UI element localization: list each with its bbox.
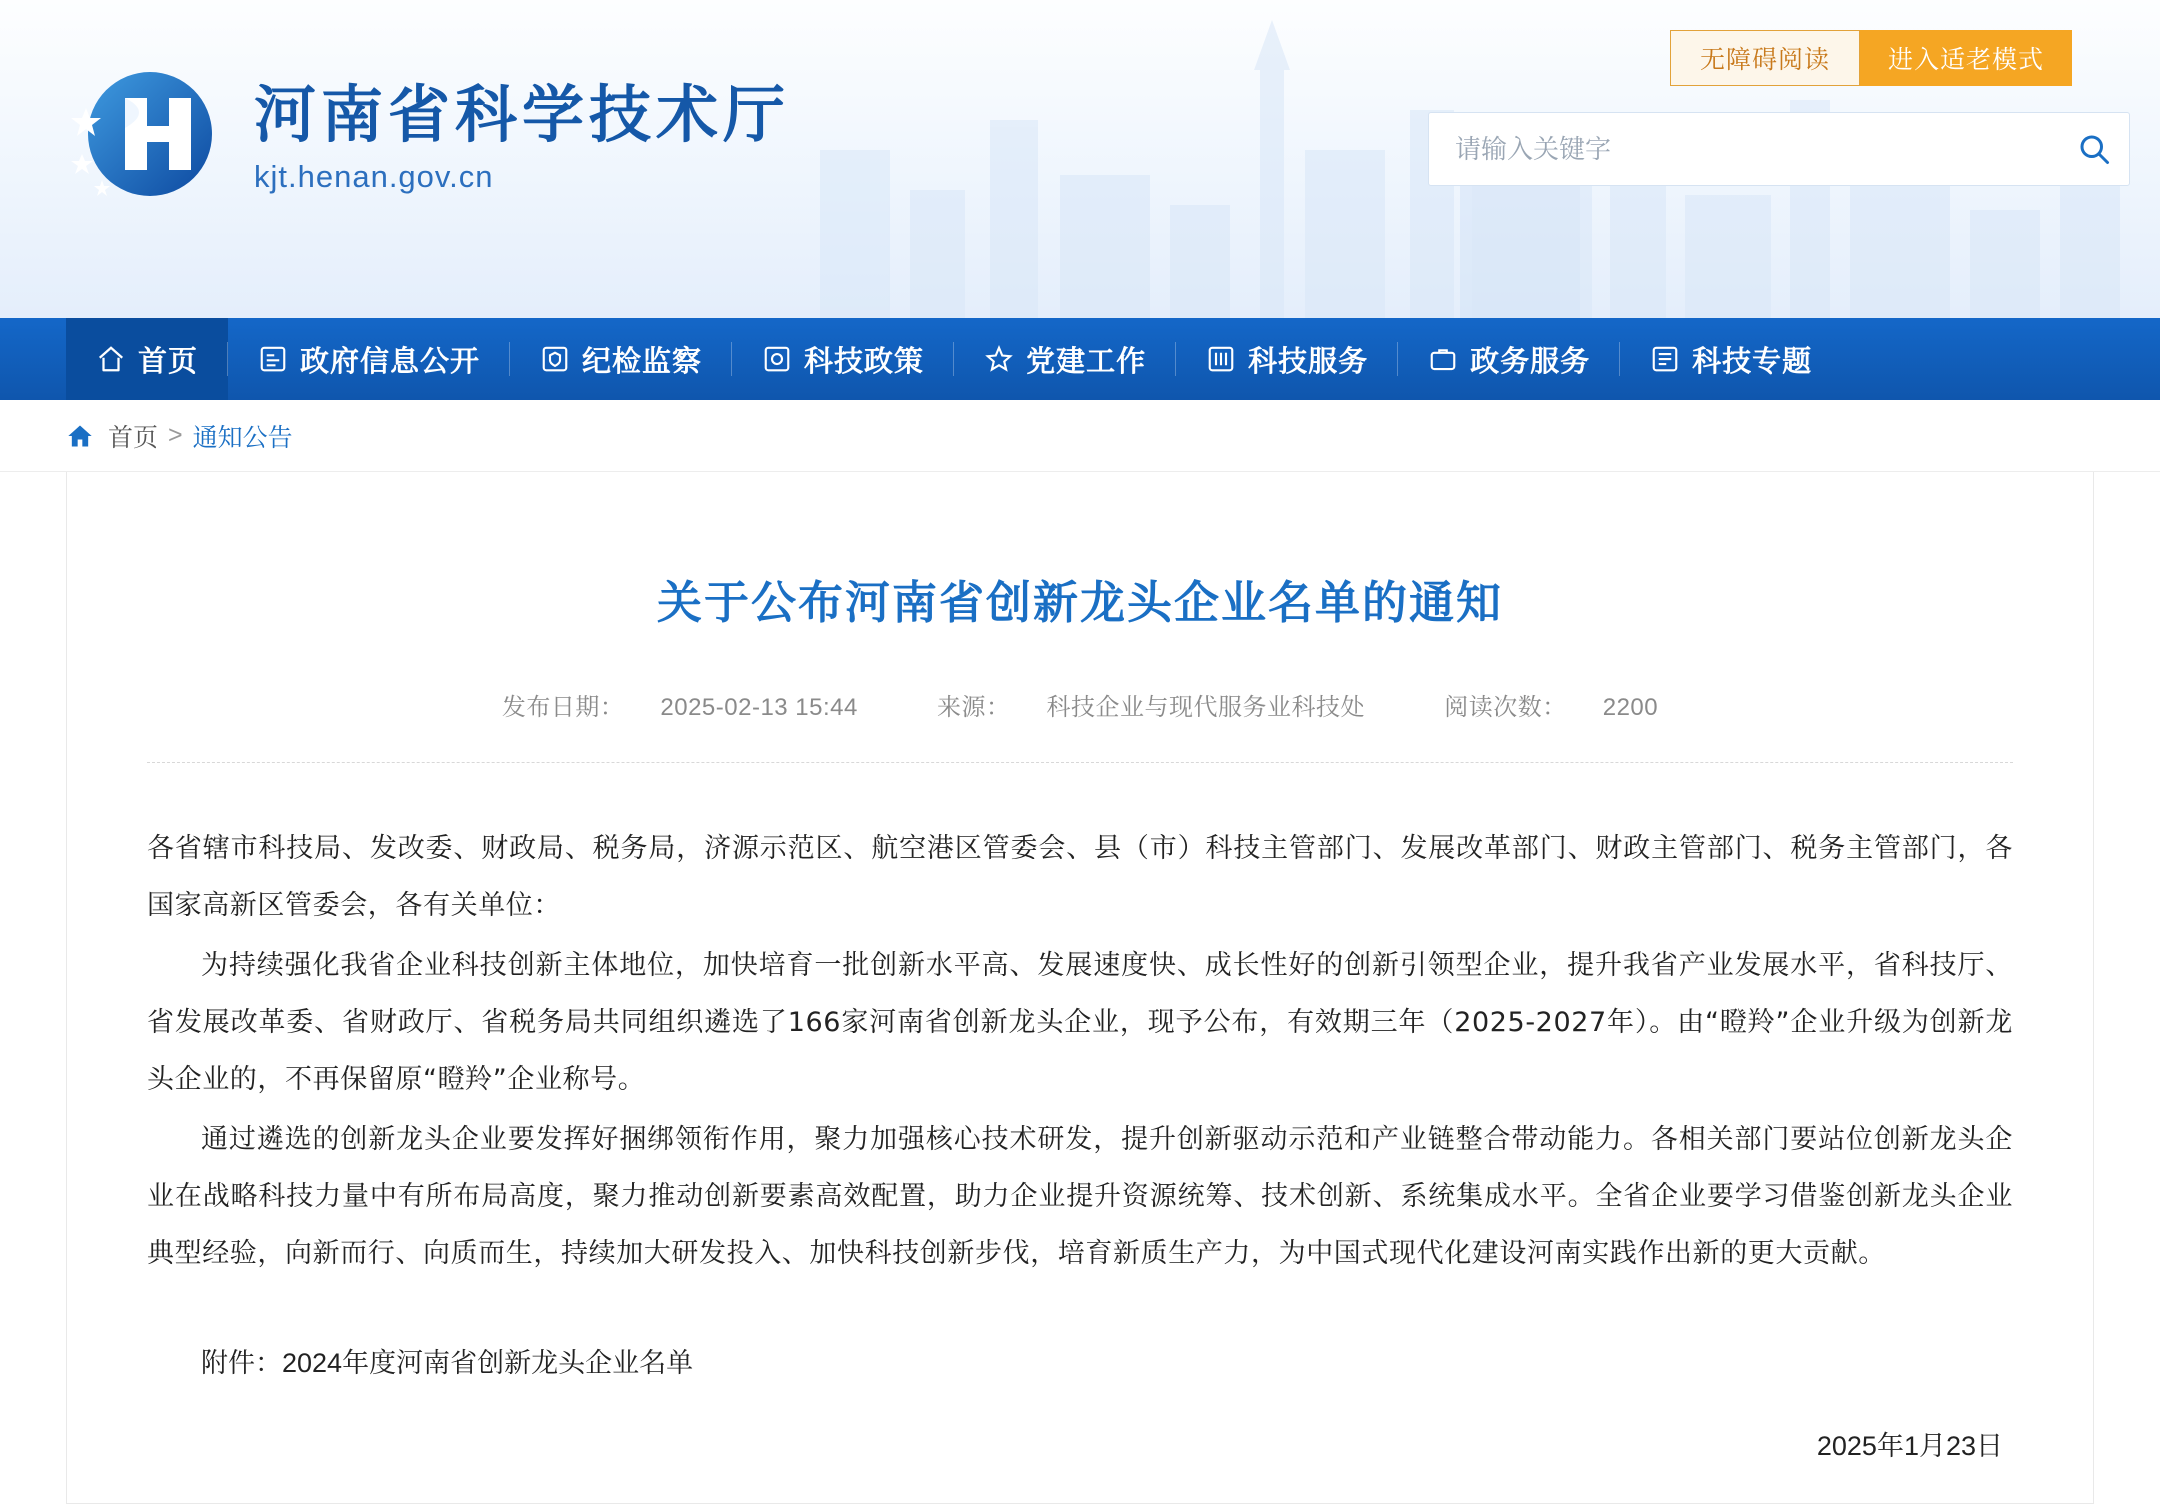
breadcrumb-current: 通知公告 — [192, 423, 293, 452]
nav-label: 首页 — [138, 345, 199, 378]
page-title: 关于公布河南省创新龙头企业名单的通知 — [656, 576, 1503, 629]
home-icon — [96, 344, 126, 374]
article-paragraph: 为持续强化我省企业科技创新主体地位，加快培育一批创新水平高、发展速度快、成长性好的创新引领型企业，提升我省产业发展水平，省科技厅、省发展改革委、省财政厅、省税务局共同组织遴选了166家河南省创新龙头企业，现予公布，有效期三年（2025-2027年）。由“瞪羚”企业升级为创新龙头企业的，不再保留原“瞪羚”企业称号。 — [147, 950, 2013, 1095]
nav-label: 纪检监察 — [582, 345, 703, 378]
nav-item-government-info[interactable] — [228, 318, 510, 400]
main-navigation — [0, 318, 2160, 400]
view-count — [1426, 694, 1676, 721]
source — [919, 694, 1390, 721]
views-value: 2200 — [1602, 694, 1659, 721]
article-meta — [147, 687, 2013, 722]
nav-item-discipline-inspection[interactable] — [510, 318, 732, 400]
signature-date: 2025年1月23日 — [1816, 1430, 2003, 1461]
page-body — [0, 472, 2160, 1504]
nav-item-tech-topics[interactable] — [1620, 318, 1842, 400]
grid-icon — [1206, 344, 1236, 374]
publish-date-value: 2025-02-13 15:44 — [660, 694, 858, 721]
nav-item-tech-policy[interactable] — [732, 318, 954, 400]
elder-mode-button[interactable]: 进入适老模式 — [1860, 30, 2072, 86]
nav-label: 政务服务 — [1470, 345, 1591, 378]
article-paragraph: 通过遴选的创新龙头企业要发挥好捆绑领衔作用，聚力加强核心技术研发，提升创新驱动示范和产业链整合带动能力。各相关部门要站位创新龙头企业在战略科技力量中有所布局高度，聚力推动创新要素高效配置，助力企业提升资源统筹、技术创新、系统集成水平。全省企业要学习借鉴创新龙头企业典型经验，向新而行、向质而生，持续加大研发投入、加快科技创新步伐，培育新质生产力，为中国式现代化建设河南实践作出新的更大贡献。 — [147, 1124, 2013, 1269]
nav-label: 科技政策 — [804, 345, 925, 378]
breadcrumb — [0, 400, 2160, 472]
meta-divider — [147, 762, 2013, 763]
star-icon — [984, 344, 1014, 374]
breadcrumb-separator: > — [168, 421, 183, 449]
nav-item-tech-service[interactable] — [1176, 318, 1398, 400]
document-icon — [258, 344, 288, 374]
publish-date — [484, 694, 883, 721]
breadcrumb-home[interactable]: 首页 — [108, 423, 159, 452]
nav-item-party-building[interactable] — [954, 318, 1176, 400]
attachment-line[interactable]: 附件：2024年度河南省创新龙头企业名单 — [201, 1347, 694, 1378]
article-container — [66, 472, 2094, 1504]
search-box[interactable] — [1428, 112, 2130, 186]
home-icon — [66, 422, 94, 450]
nav-item-home[interactable] — [66, 318, 228, 400]
policy-icon — [762, 344, 792, 374]
nav-label: 科技专题 — [1692, 345, 1813, 378]
search-icon[interactable] — [2059, 131, 2129, 167]
site-logo[interactable] — [62, 62, 790, 212]
site-url: kjt.henan.gov.cn — [254, 158, 494, 194]
site-header — [0, 0, 2160, 318]
site-title: 河南省科学技术厅 — [254, 78, 791, 152]
top-action-buttons — [1670, 30, 2072, 86]
search-input[interactable] — [1429, 113, 2059, 185]
views-label: 阅读次数： — [1444, 694, 1567, 721]
briefcase-icon — [1428, 344, 1458, 374]
source-value: 科技企业与现代服务业科技处 — [1046, 694, 1366, 721]
accessibility-button[interactable]: 无障碍阅读 — [1670, 30, 1860, 86]
source-label: 来源： — [937, 694, 1011, 721]
nav-label: 政府信息公开 — [300, 345, 481, 378]
publish-date-label: 发布日期： — [501, 694, 625, 721]
shield-icon — [540, 344, 570, 374]
nav-label: 党建工作 — [1026, 345, 1147, 378]
list-icon — [1650, 344, 1680, 374]
nav-label: 科技服务 — [1248, 345, 1369, 378]
article-body — [147, 821, 2013, 1283]
logo-icon — [62, 62, 232, 212]
article-paragraph: 各省辖市科技局、发改委、财政局、税务局，济源示范区、航空港区管委会、县（市）科技主管部门、发展改革部门、财政主管部门、税务主管部门，各国家高新区管委会，各有关单位： — [147, 833, 2013, 921]
nav-item-gov-service[interactable] — [1398, 318, 1620, 400]
